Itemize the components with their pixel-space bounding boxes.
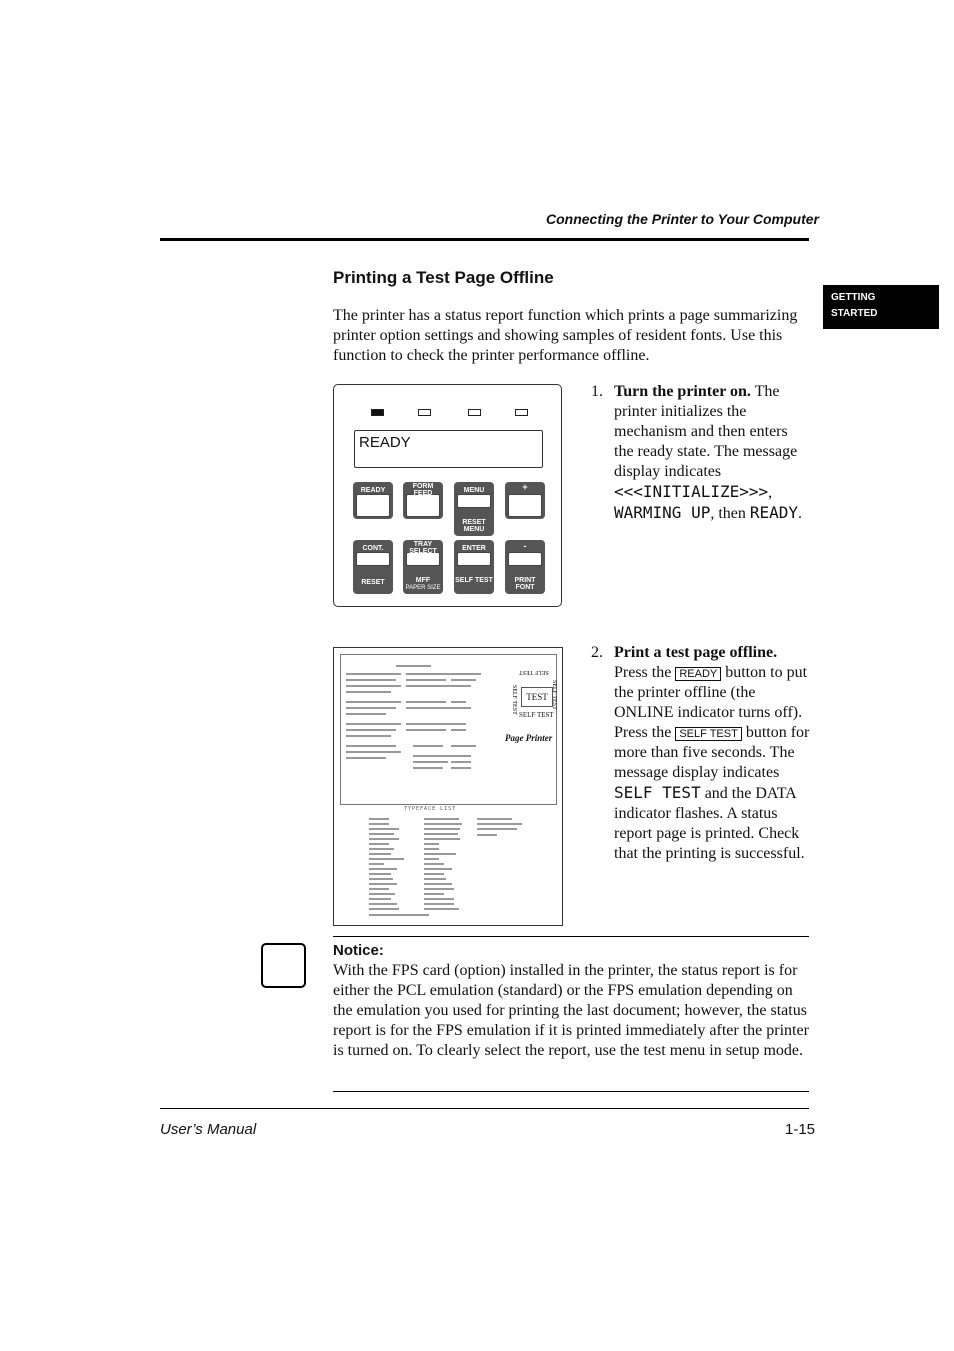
footer-manual-title: User’s Manual — [160, 1121, 257, 1138]
menu-key — [454, 482, 494, 536]
key-label: FORM FEED — [412, 483, 434, 497]
tray-select-key — [403, 540, 443, 594]
key-label: CONT. — [362, 545, 384, 552]
key-label: + — [522, 482, 528, 492]
key-label: PRINT FONT — [514, 577, 536, 591]
lcd-display — [354, 430, 543, 468]
test-stamp: TEST — [521, 687, 553, 707]
cont-reset-key — [353, 540, 393, 594]
lcd-text: READY — [359, 434, 411, 451]
key-label: TRAY SELECT — [409, 541, 437, 555]
step-text: Press the — [614, 664, 676, 681]
notice-icon — [261, 943, 306, 988]
self-test-button-label: SELF TEST — [675, 727, 741, 741]
key-label: SELF TEST — [455, 577, 493, 584]
self-test-stamp-text: SELF TEST — [511, 685, 517, 715]
plus-key — [505, 482, 545, 519]
led-indicator — [418, 409, 431, 416]
message-ready: READY — [749, 503, 799, 522]
notice-body: With the FPS card (option) installed in the printer, the status report is for either the PCL emulation (standard) or the FPS emulation depending on the emulation you used for printing the last document; however, the status report is for the FPS emulation if it is printed immediately after the printer is turned on. To clearly select the report, use the test menu in setup mode. — [333, 962, 809, 1059]
ready-key — [353, 482, 393, 519]
message-self-test: SELF TEST — [614, 783, 701, 802]
typeface-list-title: TYPEFACE LIST — [404, 806, 457, 812]
step-1 — [591, 382, 811, 524]
key-label: MENU — [463, 487, 485, 494]
self-test-stamp-text: SELF TEST — [519, 669, 549, 675]
step-2 — [591, 643, 811, 864]
section-title: Printing a Test Page Offline — [333, 268, 554, 287]
self-test-stamp-text: SELF TEST — [519, 711, 554, 719]
message-warming-up: WARMING UP — [614, 503, 711, 522]
enter-self-test-key — [454, 540, 494, 594]
key-label: RESET — [361, 579, 385, 586]
key-label: RESET MENU — [462, 519, 486, 533]
step-text: . — [798, 505, 803, 522]
key-label: ENTER — [462, 545, 486, 552]
notice-title: Notice: — [333, 942, 384, 959]
step-lead: Print a test page offline. — [614, 644, 778, 661]
key-sublabel: PAPER SIZE — [405, 585, 441, 591]
self-test-stamp-text: SELF TEST — [551, 680, 557, 710]
key-label: READY — [360, 487, 386, 494]
page-printer-label: Page Printer — [505, 733, 553, 743]
footer-rule — [160, 1108, 809, 1109]
step-text: , — [768, 484, 773, 501]
key-label: MFF — [415, 577, 431, 584]
header-rule — [160, 238, 809, 241]
step-text: , then — [710, 505, 750, 522]
step-text: and the DATA indicator flashes. A status report page is printed. Check that the printing is successful. — [614, 785, 805, 862]
led-indicator — [371, 409, 384, 416]
intro-paragraph: The printer has a status report function which prints a page summarizing printer option settings and showing samples of resident fonts. Use this function to check the printer performance offline. — [333, 307, 798, 364]
status-report-header-block — [340, 654, 557, 805]
page-number: 1-15 — [785, 1121, 816, 1138]
message-initialize: <<<INITIALIZE>>> — [614, 482, 769, 501]
step-lead: Turn the printer on. — [614, 383, 751, 400]
led-indicator — [468, 409, 481, 416]
notice-rule-top — [333, 936, 809, 937]
section-tab-line2: STARTED — [831, 308, 878, 319]
section-tab — [823, 285, 939, 329]
form-feed-key — [403, 482, 443, 519]
minus-print-font-key — [505, 540, 545, 594]
section-tab-line1: GETTING — [831, 292, 876, 303]
running-header: Connecting the Printer to Your Computer — [546, 211, 820, 227]
step-text: button to put the printer offline (the ONLINE indicator turns off). Press the — [614, 664, 808, 741]
key-label: - — [523, 541, 527, 551]
step-text: button for more than five seconds. The message display indicates — [614, 724, 810, 781]
step-text: The printer initializes the mechanism and then enters the ready state. The message display indicates — [614, 383, 798, 480]
step-number: 2. — [591, 644, 603, 661]
step-number: 1. — [591, 383, 603, 400]
ready-button-label: READY — [675, 667, 721, 681]
control-panel-figure — [333, 384, 562, 607]
status-report-figure — [333, 647, 563, 926]
notice-rule-bottom — [333, 1091, 809, 1092]
led-indicator — [515, 409, 528, 416]
